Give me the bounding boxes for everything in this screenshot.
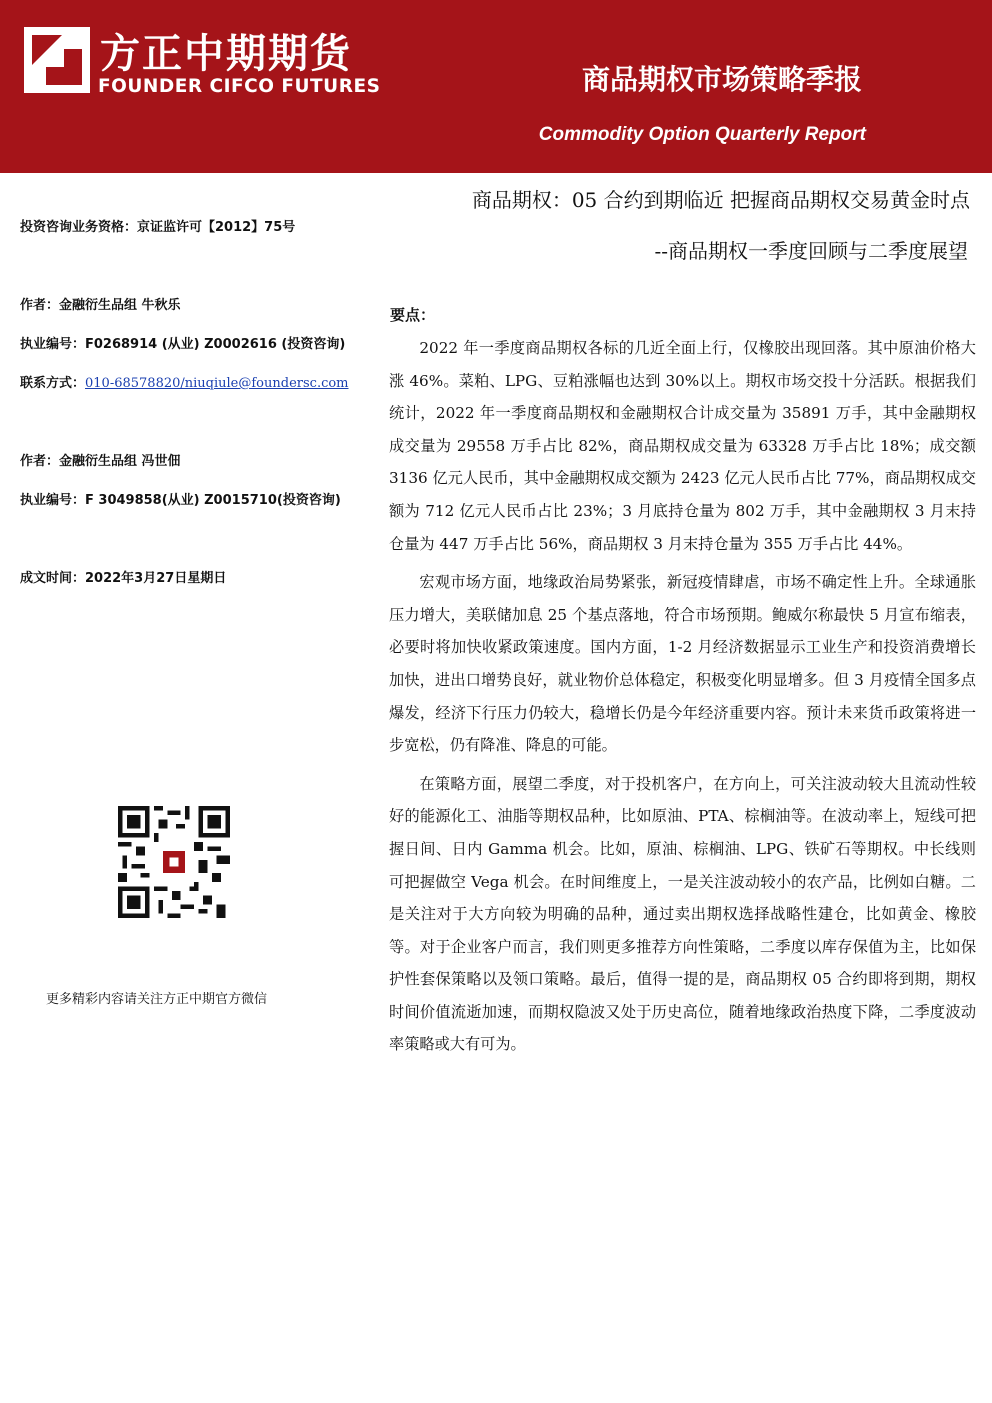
report-subtitle: --商品期权一季度回顾与二季度展望: [654, 239, 968, 263]
qr-code-icon: [118, 806, 230, 918]
report-type-en: Commodity Option Quarterly Report: [538, 124, 866, 145]
author-1-id: 执业编号：F0268914 (从业) Z0002616 (投资咨询): [20, 337, 346, 352]
author-2-id: 执业编号：F 3049858(从业) Z0015710(投资咨询): [20, 493, 341, 508]
contact-info: [20, 372, 349, 391]
publish-date: 成文时间：2022年3月27日星期日: [20, 571, 227, 586]
report-header: [0, 0, 992, 173]
company-name-en: FOUNDER CIFCO FUTURES: [98, 76, 381, 97]
author-2: 作者：金融衍生品组 冯世佃: [20, 454, 181, 469]
paragraph-market-review: 2022 年一季度商品期权各标的几近全面上行，仅橡胶出现回落。其中原油价格大涨 46%。菜粕、LPG、豆粕涨幅也达到 30%以上。期权市场交投十分活跃。根据我们统计，2022 年一季度商品期权和金融期权合计成交量为 35891 万手，其中金融期权成交量为 29558 万手占比 82%，商品期权成交量为 63328 万手占比 18%；成交额 3136 亿元人民币，其中金融期权成交额为 2423 亿元人民币占比 77%，商品期权成交额为 712 亿元人民币占比 23%；3 月底持仓量为 802 万手，其中金融期权 3 月末持仓量为 447 万手占比 56%，商品期权 3 月末持仓量为 355 万手占比 44%。: [389, 339, 976, 553]
contact-label: 联系方式：: [20, 376, 86, 391]
author-1: 作者：金融衍生品组 牛秋乐: [20, 298, 181, 313]
report-type-cn: 商品期权市场策略季报: [581, 63, 862, 96]
contact-link[interactable]: 010-68578820/niuqiule@foundersc.com: [85, 376, 349, 391]
key-points-body: [389, 332, 976, 1067]
report-title: 商品期权：05 合约到期临近 把握商品期权交易黄金时点: [471, 188, 970, 212]
license-info: 投资咨询业务资格：京证监许可【2012】75号: [20, 220, 296, 235]
paragraph-strategy: 在策略方面，展望二季度，对于投机客户，在方向上，可关注波动较大且流动性较好的能源化工、油脂等期权品种，比如原油、PTA、棕榈油等。在波动率上，短线可把握日间、日内 Gamma 机会。比如，原油、棕榈油、LPG、铁矿石等期权。中长线则可把握做空 Vega 机会。在时间维度上，一是关注波动较小的农产品，比例如白糖。二是关注对于大方向较为明确的品种，通过卖出期权选择战略性建仓，比如黄金、橡胶等。对于企业客户而言，我们则更多推荐方向性策略，二季度以库存保值为主，比如保护性套保策略以及领口策略。最后，值得一提的是，商品期权 05 合约即将到期，期权时间价值流逝加速，而期权隐波又处于历史高位，随着地缘政治热度下降，二季度波动率策略或大有可为。: [389, 774, 976, 1054]
paragraph-macro: 宏观市场方面，地缘政治局势紧张，新冠疫情肆虐，市场不确定性上升。全球通胀压力增大，美联储加息 25 个基点落地，符合市场预期。鲍威尔称最快 5 月宣布缩表，必要时将加快收紧政策速度。国内方面，1-2 月经济数据显示工业生产和投资消费增长加快，进出口增势良好，就业物价总体稳定，积极变化明显增多。但 3 月疫情全国多点爆发，经济下行压力仍较大，稳增长仍是今年经济重要内容。预计未来货币政策将进一步宽松，仍有降准、降息的可能。: [389, 573, 976, 755]
key-points-label: 要点：: [390, 306, 436, 324]
company-name-cn: 方正中期期货: [100, 31, 352, 77]
qr-caption: 更多精彩内容请关注方正中期官方微信: [46, 992, 268, 1007]
founder-logo-icon: [24, 27, 90, 93]
